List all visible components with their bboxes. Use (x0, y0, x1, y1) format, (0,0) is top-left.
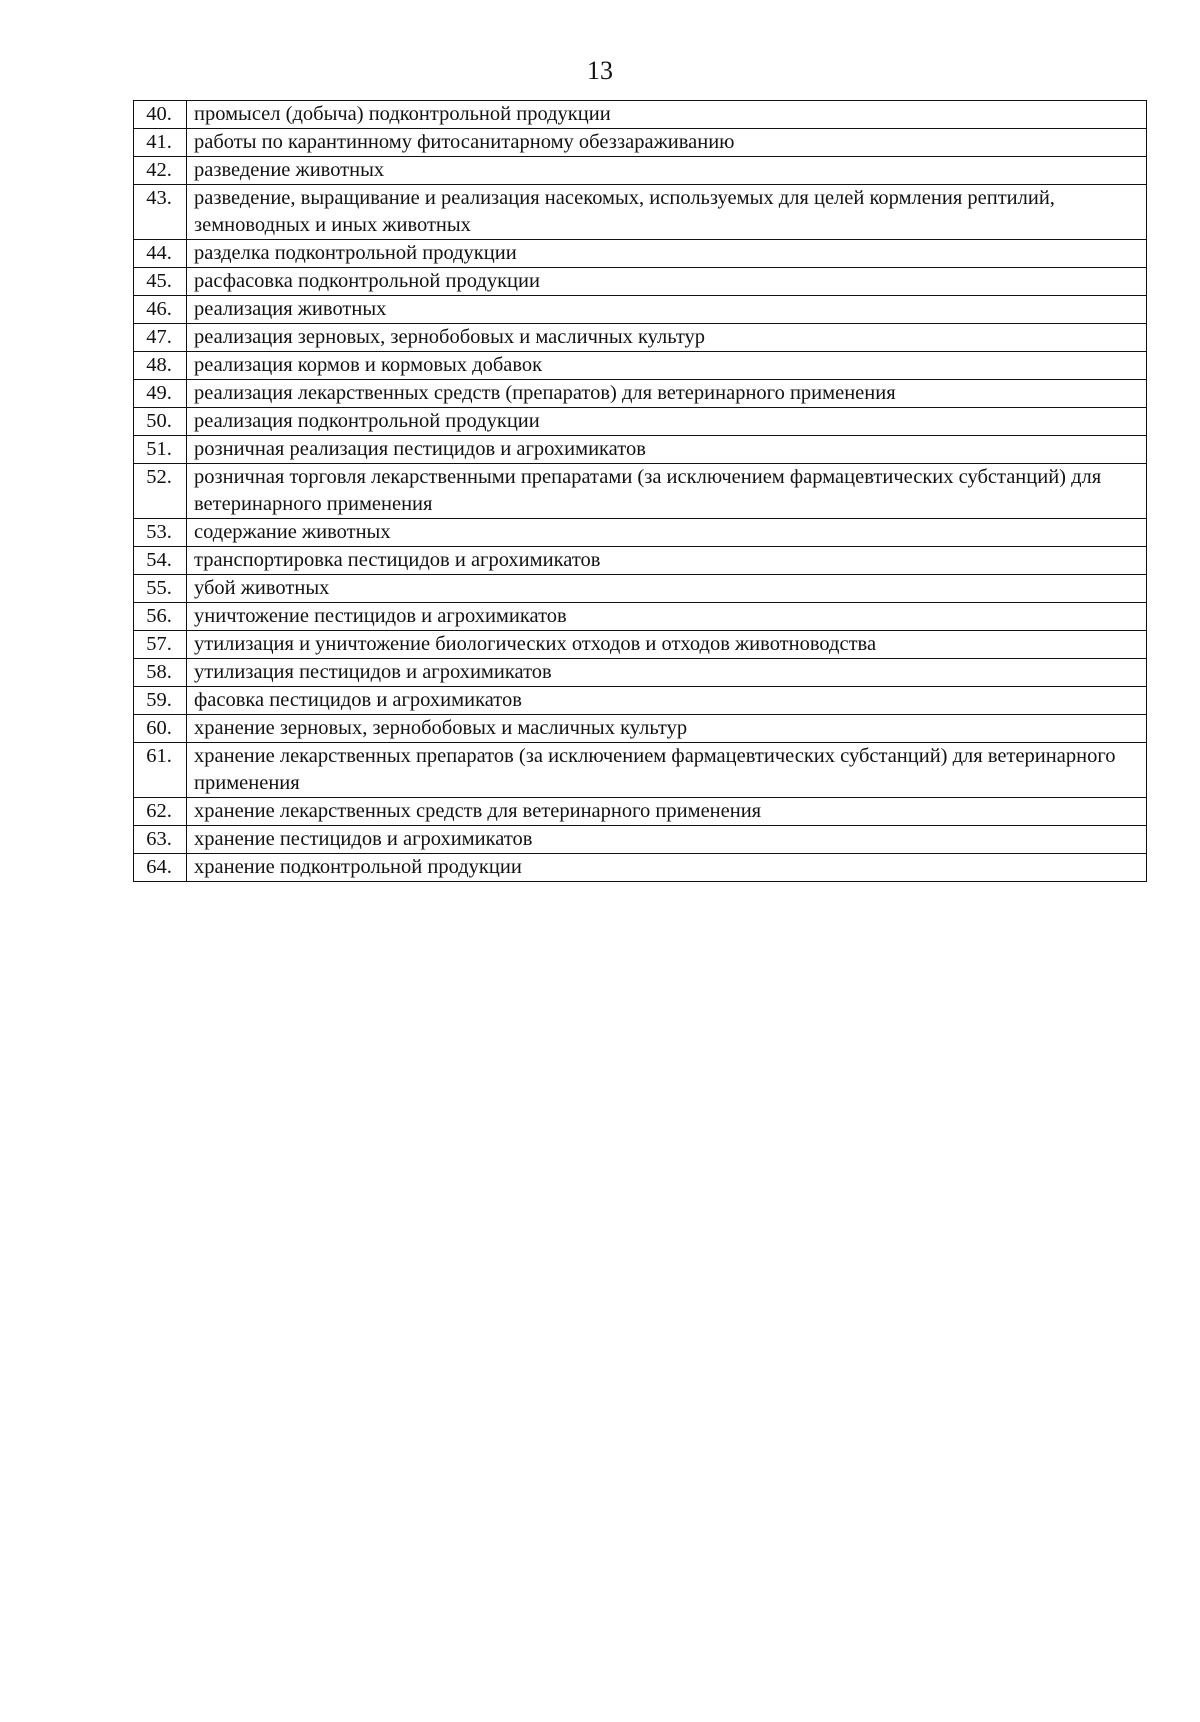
table-row (134, 436, 1147, 464)
table-row (134, 854, 1147, 882)
table-row (134, 185, 1147, 240)
row-activity-text: хранение пестицидов и агрохимикатов (187, 826, 1147, 854)
row-number: 41. (134, 129, 187, 157)
row-number: 46. (134, 296, 187, 324)
row-number: 63. (134, 826, 187, 854)
row-activity-text: хранение зерновых, зернобобовых и масличных культур (187, 715, 1147, 743)
row-number: 60. (134, 715, 187, 743)
row-activity-text: реализация животных (187, 296, 1147, 324)
row-number: 59. (134, 687, 187, 715)
row-activity-text: уничтожение пестицидов и агрохимикатов (187, 603, 1147, 631)
activity-list-table (133, 100, 1147, 882)
row-activity-text: фасовка пестицидов и агрохимикатов (187, 687, 1147, 715)
row-activity-text: розничная реализация пестицидов и агрохимикатов (187, 436, 1147, 464)
row-number: 54. (134, 547, 187, 575)
table-row (134, 826, 1147, 854)
table-row (134, 129, 1147, 157)
row-number: 48. (134, 352, 187, 380)
table-row (134, 659, 1147, 687)
row-activity-text: работы по карантинному фитосанитарному обеззараживанию (187, 129, 1147, 157)
table-row (134, 715, 1147, 743)
row-activity-text: разведение, выращивание и реализация насекомых, используемых для целей кормления рептилий, земноводных и иных животных (187, 185, 1147, 240)
table-row (134, 352, 1147, 380)
table-row (134, 519, 1147, 547)
page-number: 13 (587, 56, 613, 85)
row-number: 52. (134, 464, 187, 519)
row-number: 62. (134, 798, 187, 826)
table-row (134, 631, 1147, 659)
row-activity-text: утилизация и уничтожение биологических отходов и отходов животноводства (187, 631, 1147, 659)
row-activity-text: содержание животных (187, 519, 1147, 547)
table-row (134, 268, 1147, 296)
row-number: 64. (134, 854, 187, 882)
row-activity-text: расфасовка подконтрольной продукции (187, 268, 1147, 296)
row-number: 45. (134, 268, 187, 296)
table-row (134, 603, 1147, 631)
row-activity-text: хранение лекарственных средств для ветеринарного применения (187, 798, 1147, 826)
row-activity-text: розничная торговля лекарственными препаратами (за исключением фармацевтических субстанций) для ветеринарного применения (187, 464, 1147, 519)
row-number: 55. (134, 575, 187, 603)
row-number: 43. (134, 185, 187, 240)
row-number: 61. (134, 743, 187, 798)
table-row (134, 547, 1147, 575)
row-activity-text: реализация подконтрольной продукции (187, 408, 1147, 436)
row-activity-text: убой животных (187, 575, 1147, 603)
activity-list-body (134, 101, 1147, 882)
row-number: 44. (134, 240, 187, 268)
table-row (134, 575, 1147, 603)
table-row (134, 408, 1147, 436)
table-row (134, 240, 1147, 268)
table-row (134, 101, 1147, 129)
table-row (134, 464, 1147, 519)
table-row (134, 798, 1147, 826)
row-activity-text: хранение подконтрольной продукции (187, 854, 1147, 882)
row-activity-text: реализация кормов и кормовых добавок (187, 352, 1147, 380)
row-activity-text: утилизация пестицидов и агрохимикатов (187, 659, 1147, 687)
table-row (134, 296, 1147, 324)
row-number: 53. (134, 519, 187, 547)
row-activity-text: разделка подконтрольной продукции (187, 240, 1147, 268)
table-row (134, 380, 1147, 408)
row-number: 40. (134, 101, 187, 129)
row-number: 50. (134, 408, 187, 436)
row-number: 51. (134, 436, 187, 464)
table-row (134, 687, 1147, 715)
row-number: 49. (134, 380, 187, 408)
table-row (134, 157, 1147, 185)
row-activity-text: разведение животных (187, 157, 1147, 185)
row-number: 42. (134, 157, 187, 185)
row-number: 56. (134, 603, 187, 631)
row-activity-text: транспортировка пестицидов и агрохимикатов (187, 547, 1147, 575)
row-number: 58. (134, 659, 187, 687)
row-activity-text: хранение лекарственных препаратов (за исключением фармацевтических субстанций) для ветеринарного применения (187, 743, 1147, 798)
row-activity-text: реализация лекарственных средств (препаратов) для ветеринарного применения (187, 380, 1147, 408)
row-activity-text: промысел (добыча) подконтрольной продукции (187, 101, 1147, 129)
row-number: 47. (134, 324, 187, 352)
table-row (134, 324, 1147, 352)
table-row (134, 743, 1147, 798)
row-number: 57. (134, 631, 187, 659)
row-activity-text: реализация зерновых, зернобобовых и масличных культур (187, 324, 1147, 352)
